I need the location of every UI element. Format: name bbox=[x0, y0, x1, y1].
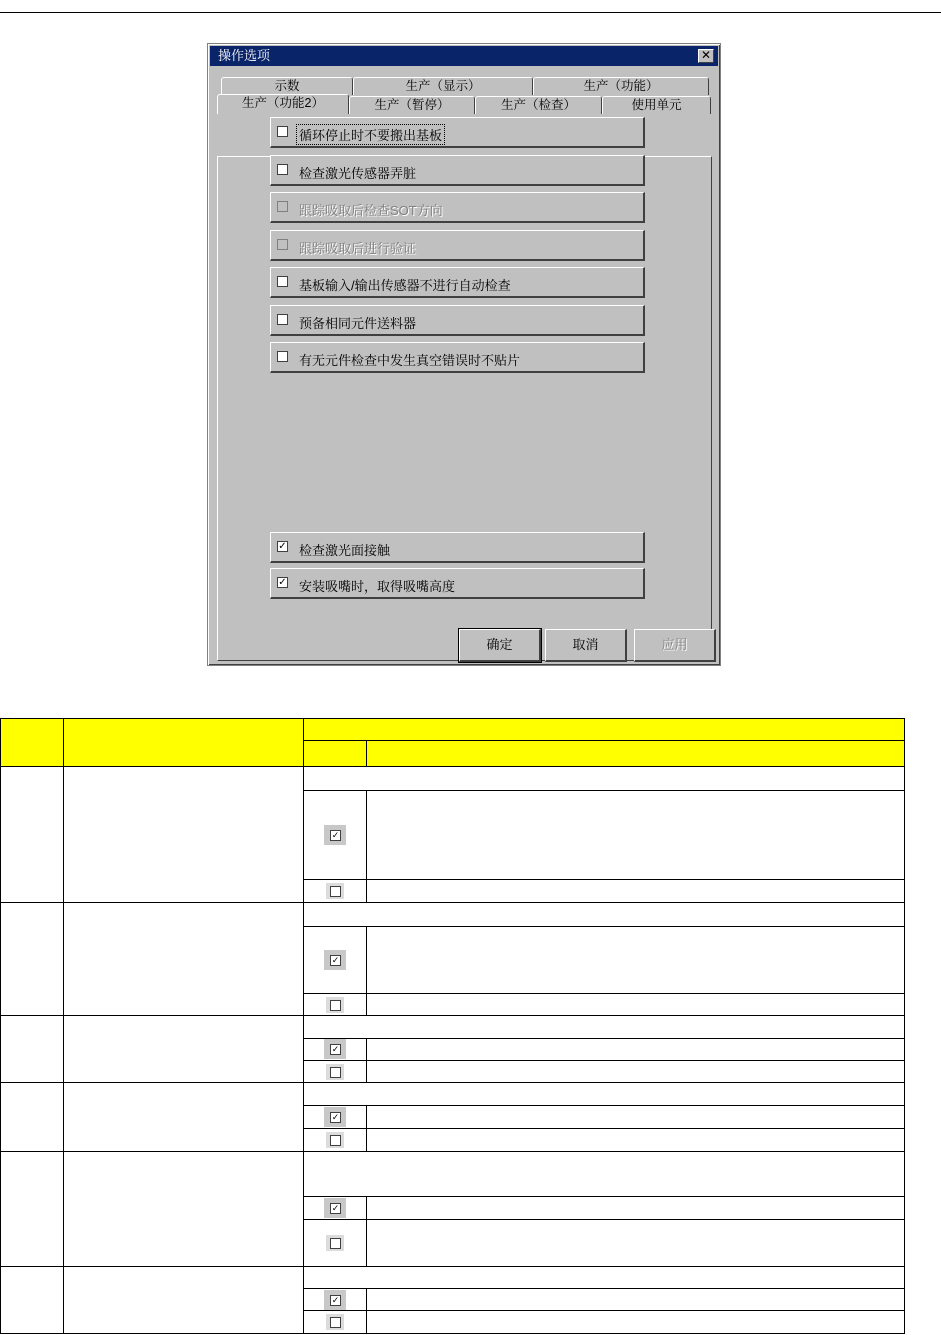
row-item-cell bbox=[64, 1016, 304, 1083]
tab-production-display[interactable] bbox=[353, 77, 533, 95]
unchecked-checkbox-icon bbox=[326, 1235, 344, 1251]
unchecked-state-cell bbox=[304, 1128, 367, 1151]
ok-button[interactable]: 确定 bbox=[459, 629, 541, 662]
row-number-cell bbox=[1, 1016, 64, 1083]
tab-label: 生产（显示） bbox=[405, 79, 481, 93]
row-item-cell bbox=[64, 1266, 304, 1333]
page-top-rule bbox=[0, 12, 941, 13]
tab-production-function2[interactable] bbox=[217, 94, 349, 114]
checkbox[interactable] bbox=[277, 276, 288, 287]
option-get-nozzle-height[interactable] bbox=[270, 568, 645, 599]
row-number-cell bbox=[1, 902, 64, 1016]
checkbox[interactable] bbox=[277, 314, 288, 325]
row-number-cell bbox=[1, 1152, 64, 1267]
option-label: 有无元件检查中发生真空错误时不贴片 bbox=[299, 353, 521, 368]
checked-description-cell bbox=[367, 1105, 905, 1128]
checked-description-cell bbox=[367, 1038, 905, 1060]
checked-state-cell bbox=[304, 791, 367, 880]
unchecked-state-cell bbox=[304, 1311, 367, 1334]
options-dialog bbox=[207, 43, 721, 666]
cancel-button[interactable]: 取消 bbox=[545, 629, 627, 662]
tab-production-function[interactable] bbox=[533, 77, 709, 95]
unchecked-checkbox-icon bbox=[326, 1064, 344, 1080]
tab-label: 示数 bbox=[274, 79, 300, 93]
checked-checkbox-icon: ✓ bbox=[324, 1198, 346, 1218]
unchecked-checkbox-icon bbox=[326, 1132, 344, 1148]
option-check-laser-surface-contact[interactable] bbox=[270, 532, 645, 563]
row-summary-cell bbox=[304, 766, 905, 790]
unchecked-checkbox-icon bbox=[326, 1314, 344, 1330]
unchecked-description-cell bbox=[367, 1128, 905, 1151]
row-number-cell bbox=[1, 1266, 64, 1333]
option-label: 预备相同元件送料器 bbox=[299, 316, 417, 331]
tab-display-count[interactable] bbox=[221, 77, 353, 95]
close-button[interactable] bbox=[698, 49, 714, 63]
tab-label: 生产（暂停） bbox=[374, 98, 450, 112]
unchecked-description-cell bbox=[367, 1220, 905, 1267]
tab-use-unit[interactable] bbox=[602, 96, 711, 114]
unchecked-state-cell bbox=[304, 993, 367, 1015]
checked-checkbox-icon: ✓ bbox=[324, 825, 346, 845]
option-label: 跟踪吸取后检查SOT方向 bbox=[299, 203, 443, 218]
checkbox[interactable]: ✓ bbox=[278, 577, 287, 588]
checked-description-cell bbox=[367, 926, 905, 993]
unchecked-state-cell bbox=[304, 1220, 367, 1267]
checked-state-cell bbox=[304, 1038, 367, 1060]
option-label: 检查激光面接触 bbox=[299, 543, 391, 558]
option-no-place-on-vacuum-error[interactable] bbox=[270, 342, 645, 373]
checkbox[interactable] bbox=[277, 126, 288, 137]
checkbox[interactable] bbox=[277, 239, 288, 250]
header-no bbox=[1, 719, 64, 767]
checked-state-cell bbox=[304, 1289, 367, 1311]
option-verify-after-tracking[interactable] bbox=[270, 230, 645, 261]
header-setting bbox=[304, 719, 905, 741]
option-label: 跟踪吸取后进行验证 bbox=[299, 241, 417, 256]
checked-description-cell bbox=[367, 1196, 905, 1219]
option-no-auto-check-board-sensor[interactable] bbox=[270, 267, 645, 298]
row-number-cell bbox=[1, 1083, 64, 1152]
row-summary-cell bbox=[304, 1152, 905, 1197]
option-label: 检查激光传感器弄脏 bbox=[299, 166, 417, 181]
unchecked-checkbox-icon bbox=[326, 997, 344, 1013]
row-item-cell bbox=[64, 1152, 304, 1267]
unchecked-checkbox-icon bbox=[326, 883, 344, 899]
row-summary-cell bbox=[304, 1266, 905, 1288]
tab-production-pause[interactable] bbox=[349, 96, 475, 114]
tab-label: 生产（功能） bbox=[583, 79, 659, 93]
tab-label: 使用单元 bbox=[631, 98, 682, 112]
option-label: 安装吸嘴时，取得吸嘴高度 bbox=[299, 579, 456, 594]
unchecked-state-cell bbox=[304, 880, 367, 902]
close-icon: ✕ bbox=[700, 48, 712, 62]
checkbox[interactable] bbox=[277, 351, 288, 362]
checked-checkbox-icon: ✓ bbox=[324, 1290, 346, 1310]
option-label: 循环停止时不要搬出基板 bbox=[297, 125, 444, 144]
dialog-titlebar[interactable] bbox=[210, 46, 718, 66]
row-item-cell bbox=[64, 1083, 304, 1152]
options-description-table bbox=[0, 718, 905, 1334]
apply-button[interactable]: 应用 bbox=[634, 629, 716, 662]
unchecked-state-cell bbox=[304, 1060, 367, 1082]
checked-description-cell bbox=[367, 791, 905, 880]
checked-description-cell bbox=[367, 1289, 905, 1311]
tab-label: 生产（检查） bbox=[500, 98, 576, 112]
row-summary-cell bbox=[304, 902, 905, 926]
checkbox[interactable] bbox=[277, 201, 288, 212]
tab-label: 生产（功能2） bbox=[242, 96, 324, 110]
row-item-cell bbox=[64, 902, 304, 1016]
dialog-title: 操作选项 bbox=[218, 48, 271, 63]
checked-checkbox-icon: ✓ bbox=[324, 950, 346, 970]
option-label: 基板输入/输出传感器不进行自动检查 bbox=[299, 278, 511, 293]
checked-state-cell bbox=[304, 1105, 367, 1128]
header-description bbox=[367, 741, 905, 766]
checked-checkbox-icon: ✓ bbox=[324, 1107, 346, 1127]
row-summary-cell bbox=[304, 1016, 905, 1038]
row-summary-cell bbox=[304, 1083, 905, 1105]
option-check-laser-sensor-dirty[interactable] bbox=[270, 155, 645, 186]
option-check-sot-direction[interactable] bbox=[270, 192, 645, 223]
checkbox[interactable] bbox=[277, 164, 288, 175]
row-item-cell bbox=[64, 766, 304, 902]
row-number-cell bbox=[1, 766, 64, 902]
header-item bbox=[64, 719, 304, 767]
option-spare-same-feeder[interactable] bbox=[270, 305, 645, 336]
checked-state-cell bbox=[304, 1196, 367, 1219]
header-state bbox=[304, 741, 367, 766]
unchecked-description-cell bbox=[367, 880, 905, 902]
option-no-unload-board-on-cycle-stop[interactable] bbox=[270, 117, 645, 148]
checked-state-cell bbox=[304, 926, 367, 993]
checked-checkbox-icon: ✓ bbox=[324, 1039, 346, 1059]
unchecked-description-cell bbox=[367, 993, 905, 1015]
checkbox[interactable]: ✓ bbox=[278, 541, 287, 552]
unchecked-description-cell bbox=[367, 1311, 905, 1334]
tab-production-check[interactable] bbox=[475, 96, 602, 114]
unchecked-description-cell bbox=[367, 1060, 905, 1082]
